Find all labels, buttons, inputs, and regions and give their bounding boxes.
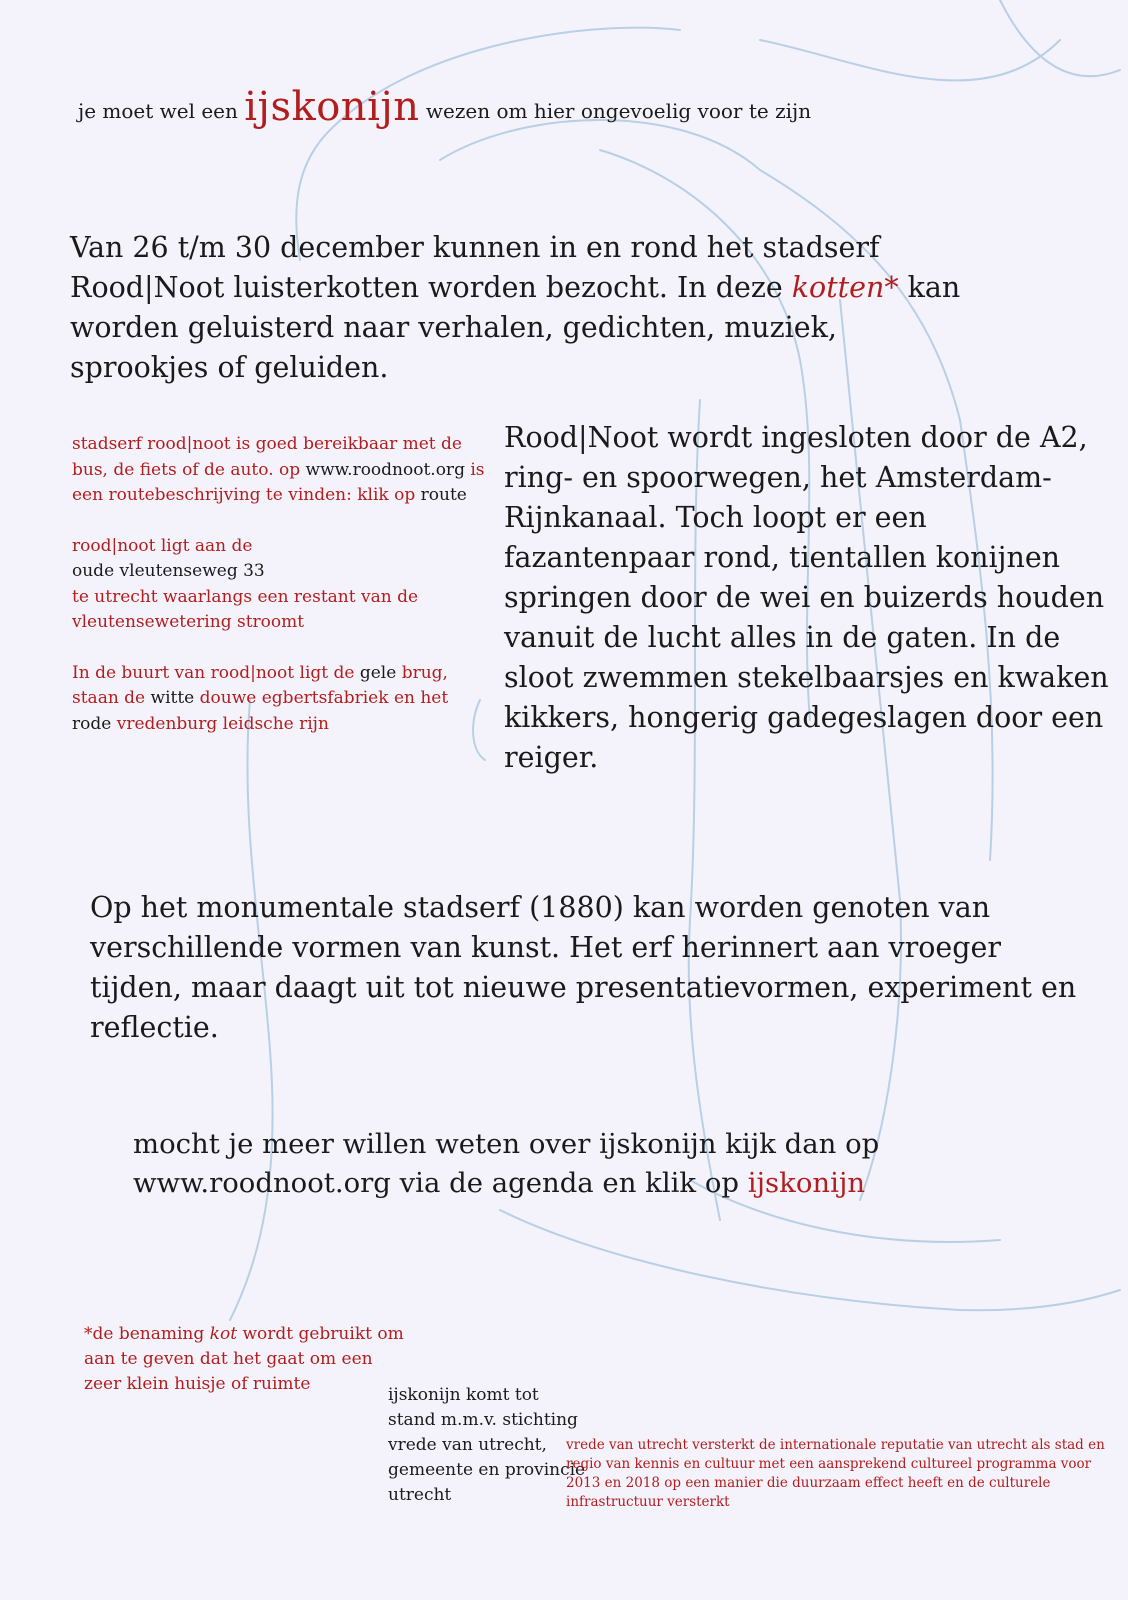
tagline-before: je moet wel een [78,99,238,123]
monument-paragraph: Op het monumentale stadserf (1880) kan worden genoten van verschillende vormen van kunst. Het erf herinnert aan vroeger tijden, maar daagt uit tot nieuwe presentatievormen, experiment en reflectie. [90,891,1077,1044]
access-p3-r2: douwe egbertsfabriek en het [199,688,449,708]
footnote-text-1: *de benaming [84,1324,210,1344]
access-p3-r3: vredenburg leidsche rijn [116,713,329,734]
more-info-line2: www.roodnoot.org via de agenda en klik op [133,1167,748,1199]
tagline [78,82,811,128]
intro-kotten: kotten* [791,271,899,304]
access-p1-red: stadserf rood|noot is goed bereikbaar met de bus, de fiets of de auto. op [72,434,462,480]
intro-text-2: kan worden geluisterd naar verhalen, gedichten, muziek, sprookjes of geluiden. [70,271,961,384]
access-route-link[interactable]: route [415,485,467,505]
footnote-kot: kot [209,1324,238,1344]
access-p1-url[interactable]: www.roodnoot.org [300,459,471,480]
intro-text-1: Van 26 t/m 30 december kunnen in en rond het stadserf Rood|Noot luisterkotten worden bezocht. In deze [70,231,880,304]
access-p3-gele: gele [354,662,402,683]
intro-paragraph [70,228,970,388]
tagline-highlight: ijskonijn [244,84,420,130]
access-p3-r1: brug, staan de [72,662,448,708]
vrede-statement: vrede van utrecht versterkt de internationale reputatie van utrecht als stad en regio van kennis en cultuur met een aansprekend cultureel programma voor 2013 en 2018 op een manier die duurzaam effect heeft en de culturele infrastructuur versterkt [566,1437,1105,1510]
tagline-after: wezen om hier ongevoelig voor te zijn [425,99,812,123]
access-route-paragraph [72,432,487,509]
access-p2-red2: te utrecht waarlangs een restant van de vleutensewetering stroomt [72,586,419,632]
access-p3-witte: witte [145,688,200,708]
access-nearby-paragraph [72,661,487,738]
more-info [133,1125,1093,1203]
access-address-paragraph [72,534,487,636]
access-p3-rode: rode [72,713,117,734]
access-info [72,432,487,762]
more-info-link[interactable]: ijskonijn [747,1167,866,1199]
more-info-line1: mocht je meer willen weten over ijskonijn kijk dan op [133,1128,880,1160]
access-p3-intro: In de buurt van rood|noot ligt de [72,662,355,683]
access-p2-red: rood|noot ligt aan de [72,535,253,556]
credits: ijskonijn komt tot stand m.m.v. stichting vrede van utrecht, gemeente en provincie utrecht [388,1385,586,1505]
access-address: oude vleutenseweg 33 [72,561,265,581]
footnote [84,1322,404,1397]
footnote-text-2: wordt gebruikt om aan te geven dat het gaat om een zeer klein huisje of ruimte [84,1324,404,1394]
access-p1-red2: is een routebeschrijving te vinden: klik op [72,459,485,505]
surroundings-paragraph: Rood|Noot wordt ingesloten door de A2, ring- en spoorwegen, het Amsterdam-Rijnkanaal. Toch loopt er een fazantenpaar rond, tientallen konijnen springen door de wei en buizerds houden vanuit de lucht alles in de gaten. In de sloot zwemmen stekelbaarsjes en kwaken kikkers, hongerig gadegeslagen door een reiger. [504,421,1109,774]
